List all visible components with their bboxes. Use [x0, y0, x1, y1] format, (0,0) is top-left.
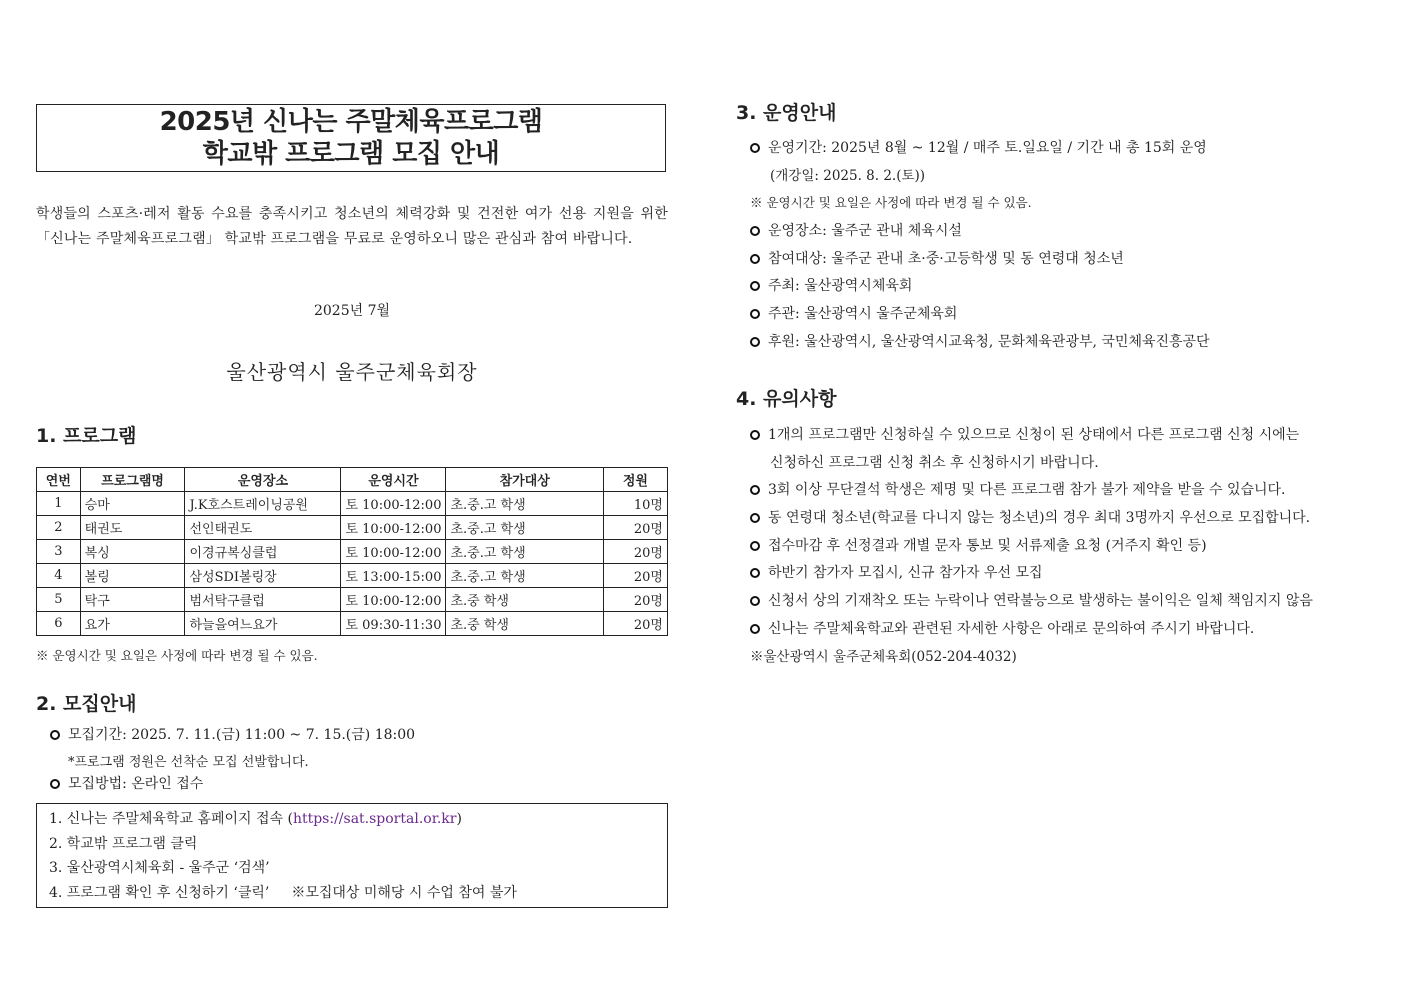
section-3-heading: 3. 운영안내	[736, 102, 837, 124]
bullet-item	[750, 479, 1286, 499]
caution-2: 3회 이상 무단결석 학생은 제명 및 다른 프로그램 참가 불가 제약을 받을 수 있습니다.	[768, 482, 1286, 498]
circle-bullet-icon	[750, 513, 760, 523]
table-row	[37, 612, 668, 636]
cell: 토 10:00-12:00	[341, 516, 446, 540]
program-table	[36, 467, 668, 636]
section-2-heading: 2. 모집안내	[36, 693, 137, 715]
circle-bullet-icon	[50, 779, 60, 789]
signer: 울산광역시 울주군체육회장	[226, 360, 478, 384]
col-header: 정원	[603, 468, 667, 492]
cell: 이경규복싱클럽	[185, 540, 341, 564]
col-header: 운영장소	[185, 468, 341, 492]
circle-bullet-icon	[750, 143, 760, 153]
sponsor: 후원: 울산광역시, 울산광역시교육청, 문화체육관광부, 국민체육진흥공단	[768, 334, 1210, 350]
cell: 20명	[603, 564, 667, 588]
step-1	[49, 808, 462, 828]
caution-7: 신나는 주말체육학교와 관련된 자세한 사항은 아래로 문의하여 주시기 바랍니다.	[768, 621, 1255, 637]
cell: 1	[37, 492, 81, 516]
bullet-item	[750, 303, 957, 323]
contact-info: ※울산광역시 울주군체육회(052-204-4032)	[750, 649, 1017, 665]
bullet-item	[750, 331, 1210, 351]
bullet-item	[50, 724, 415, 744]
section-1-note: ※ 운영시간 및 요일은 사정에 따라 변경 될 수 있음.	[36, 648, 318, 663]
step-4-text: 4. 프로그램 확인 후 신청하기 ‘클릭’	[49, 885, 270, 901]
bullet-item	[750, 618, 1254, 638]
cell: 태권도	[80, 516, 185, 540]
host: 주최: 울산광역시체육회	[768, 278, 913, 294]
step-4	[49, 882, 517, 902]
bullet-item	[750, 137, 1207, 157]
caution-1: 1개의 프로그램만 신청하실 수 있으므로 신청이 된 상태에서 다른 프로그램 신청 시에는	[768, 427, 1300, 443]
recruit-period: 모집기간: 2025. 7. 11.(금) 11:00 ~ 7. 15.(금) 18:00	[68, 727, 416, 743]
col-header: 참가대상	[446, 468, 603, 492]
cell: 삼성SDI볼링장	[185, 564, 341, 588]
cell: 복싱	[80, 540, 185, 564]
cell: 토 10:00-12:00	[341, 540, 446, 564]
cell: 요가	[80, 612, 185, 636]
table-header-row	[37, 468, 668, 492]
circle-bullet-icon	[750, 568, 760, 578]
bullet-item	[750, 590, 1313, 610]
participant-target: 참여대상: 울주군 관내 초·중·고등학생 및 동 연령대 청소년	[768, 251, 1124, 267]
title-box	[36, 104, 666, 172]
cell: 5	[37, 588, 81, 612]
cell: 20명	[603, 588, 667, 612]
cell: 초.중 학생	[446, 612, 603, 636]
cell: 볼링	[80, 564, 185, 588]
caution-3: 동 연령대 청소년(학교를 다니지 않는 청소년)의 경우 최대 3명까지 우선으로 모집합니다.	[768, 510, 1311, 526]
recruit-method: 모집방법: 온라인 접수	[68, 776, 204, 792]
cell: 범서탁구클럽	[185, 588, 341, 612]
cell: 토 10:00-12:00	[341, 588, 446, 612]
circle-bullet-icon	[750, 309, 760, 319]
caution-4: 접수마감 후 선정결과 개별 문자 통보 및 서류제출 요청 (거주지 확인 등)	[768, 538, 1207, 554]
bullet-item	[750, 507, 1310, 527]
cell: 20명	[603, 540, 667, 564]
circle-bullet-icon	[750, 430, 760, 440]
title-line-2: 학교밖 프로그램 모집 안내	[202, 139, 500, 169]
cell: 하늘을여느요가	[185, 612, 341, 636]
cell: 토 10:00-12:00	[341, 492, 446, 516]
section-4-heading: 4. 유의사항	[736, 388, 837, 410]
col-header: 운영시간	[341, 468, 446, 492]
intro-paragraph: 학생들의 스포츠·레저 활동 수요를 충족시키고 청소년의 체력강화 및 건전한 여가 선용 지원을 위한 「신나는 주말체육프로그램」 학교밖 프로그램을 무료로 운영하오니 많은 관심과 참여 바랍니다.	[36, 206, 668, 247]
cell: 초.중.고 학생	[446, 516, 603, 540]
cell: 토 13:00-15:00	[341, 564, 446, 588]
step-1-text: 1. 신나는 주말체육학교 홈페이지 접속 (	[49, 811, 293, 827]
table-row	[37, 540, 668, 564]
recruit-period-note: *프로그램 정원은 선착순 모집 선발합니다.	[68, 755, 309, 770]
section-3-note: ※ 운영시간 및 요일은 사정에 따라 변경 될 수 있음.	[750, 195, 1032, 210]
circle-bullet-icon	[750, 596, 760, 606]
circle-bullet-icon	[750, 281, 760, 291]
cell: 6	[37, 612, 81, 636]
step-1-suffix: )	[456, 811, 462, 827]
title-line-1: 2025년 신나는 주말체육프로그램	[159, 107, 543, 137]
bullet-item	[750, 220, 962, 240]
homepage-link[interactable]: https://sat.sportal.or.kr	[292, 811, 457, 827]
cell: 초.중.고 학생	[446, 564, 603, 588]
step-4-note: ※모집대상 미해당 시 수업 참여 불가	[291, 885, 517, 901]
circle-bullet-icon	[750, 485, 760, 495]
cell: 초.중 학생	[446, 588, 603, 612]
table-row	[37, 564, 668, 588]
cell: 20명	[603, 516, 667, 540]
table-row	[37, 516, 668, 540]
bullet-item	[750, 562, 1043, 582]
cell: 토 09:30-11:30	[341, 612, 446, 636]
steps-box	[36, 803, 668, 908]
col-header: 프로그램명	[80, 468, 185, 492]
operation-place: 운영장소: 울주군 관내 체육시설	[768, 223, 962, 239]
cell: 초.중.고 학생	[446, 540, 603, 564]
bullet-item	[50, 773, 203, 793]
step-3: 3. 울산광역시체육회 - 울주군 ‘검색’	[49, 860, 270, 876]
section-1-heading: 1. 프로그램	[36, 425, 137, 447]
circle-bullet-icon	[750, 226, 760, 236]
cell: 3	[37, 540, 81, 564]
operation-period: 운영기간: 2025년 8월 ~ 12월 / 매주 토.일요일 / 기간 내 총 15회 운영	[768, 140, 1207, 156]
cell: 20명	[603, 612, 667, 636]
cell: J.K호스트레이닝공원	[185, 492, 341, 516]
circle-bullet-icon	[750, 541, 760, 551]
circle-bullet-icon	[750, 254, 760, 264]
circle-bullet-icon	[750, 624, 760, 634]
bullet-item	[750, 248, 1124, 268]
circle-bullet-icon	[750, 337, 760, 347]
circle-bullet-icon	[50, 730, 60, 740]
cell: 초.중.고 학생	[446, 492, 603, 516]
table-row	[37, 492, 668, 516]
cell: 탁구	[80, 588, 185, 612]
bullet-item	[750, 535, 1207, 555]
cell: 2	[37, 516, 81, 540]
cell: 승마	[80, 492, 185, 516]
bullet-item	[750, 275, 912, 295]
notice-date: 2025년 7월	[313, 303, 391, 319]
bullet-item	[750, 424, 1299, 444]
caution-1-continued: 신청하신 프로그램 신청 취소 후 신청하시기 바랍니다.	[770, 455, 1099, 471]
cell: 4	[37, 564, 81, 588]
caution-5: 하반기 참가자 모집시, 신규 참가자 우선 모집	[768, 565, 1043, 581]
organizer: 주관: 울산광역시 울주군체육회	[768, 306, 958, 322]
col-header: 연번	[37, 468, 81, 492]
cell: 10명	[603, 492, 667, 516]
opening-date: (개강일: 2025. 8. 2.(토))	[770, 168, 926, 184]
caution-6: 신청서 상의 기재착오 또는 누락이나 연락불능으로 발생하는 불이익은 일체 책임지지 않음	[768, 593, 1313, 609]
step-2: 2. 학교밖 프로그램 클릭	[49, 836, 198, 852]
cell: 선인태권도	[185, 516, 341, 540]
table-row	[37, 588, 668, 612]
